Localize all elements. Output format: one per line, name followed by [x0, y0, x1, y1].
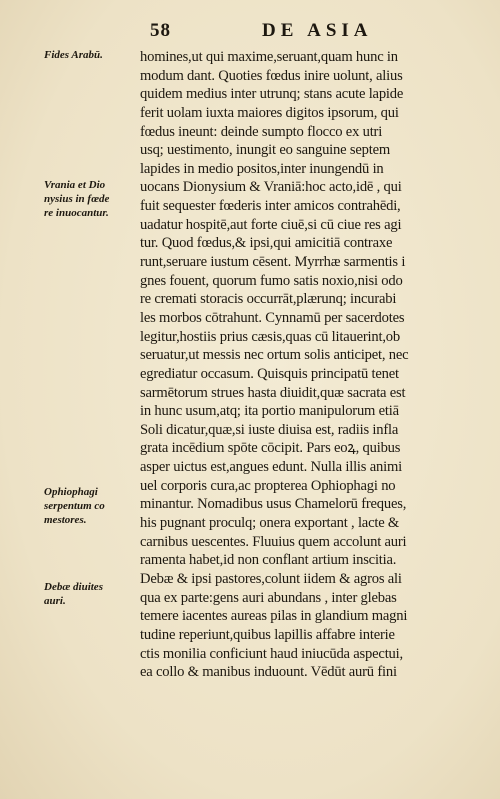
text-line: gnes fouent, quorum fumo satis noxio,nisi odo [140, 272, 403, 289]
marginal-note-debae: Debæ diuites auri. [44, 581, 103, 607]
text-line: sarmētorum strues hasta diuidit,quæ sacrata est [140, 384, 406, 401]
marginal-note-ophiophagi: Ophiophagi serpentum co mestores. [44, 486, 105, 526]
text-line: homines,ut qui maxime,seruant,quam hunc in [140, 49, 398, 65]
text-line: minantur. Nomadibus usus Chamelorū freques, [140, 496, 407, 513]
text-line: ea collo & manibus induount. Vēdūt aurū fini [140, 664, 397, 681]
text-line: Soli dicatur,quæ,si iuste diuisa est, radiis infla [140, 421, 399, 438]
page-number: 58 [150, 20, 171, 41]
text-line: les morbos cōtrahunt. Cynnamū per sacerdotes [140, 309, 405, 326]
running-title: DE ASIA [262, 20, 373, 41]
marginal-note-fides-arabum: Fides Arabū. [44, 49, 103, 61]
text-line: fœdus ineunt: deinde sumpto flocco ex utri [140, 123, 383, 140]
text-line: ferit uolam iuxta maiores digitos ipsorum, qui [140, 104, 399, 121]
text-line: uel corporis cura,ac propterea Ophiophagi no [140, 477, 396, 494]
marginal-note-vrania-dionysius: Vrania et Dio nysius in fœde re inuocantur. [44, 179, 110, 219]
text-line: temere iacentes aureas pilas in glandium magni [140, 608, 408, 625]
text-line: ctis monilia conficiunt haud iniucūda aspectui, [140, 645, 403, 662]
text-line: seruatur,ut messis nec ortum solis anticipet, nec [140, 347, 409, 364]
text-line: lapides in medio positos,inter inungendū in [140, 160, 384, 177]
margin-column [0, 0, 140, 799]
text-line: tur. Quod fœdus,& ipsi,qui amicitiā contraxe [140, 235, 393, 252]
text-line: his pugnant proculq; onera exportant , lacte & [140, 515, 400, 532]
text-line: legitur,hostiis prius cæsis,quas cū litauerint,ob [140, 328, 400, 345]
main-text-column [140, 48, 480, 682]
text-line: re cremati storacis occurrāt,plærunq; incurabi [140, 291, 397, 308]
text-line: modum dant. Quoties fœdus inire uolunt, alius [140, 67, 403, 84]
text-line: runt,seruare iustum cēsent. Myrrhæ sarmentis i [140, 254, 406, 271]
text-line: ramenta habet,id non conflant artium inscitia. [140, 552, 397, 569]
text-line: usq; uestimento, inungit eo sanguine septem [140, 142, 390, 159]
text-line: carnibus uescentes. Fluuius quem accolunt auri [140, 533, 407, 550]
text-line: uocans Dionysium & Vraniā:hoc acto,idē , qui [140, 179, 402, 196]
text-line: uadatur hospitē,aut forte ciuē,si cū ciue res agi [140, 216, 402, 233]
text-line: asper uictus est,angues edunt. Nulla illis animi [140, 459, 402, 476]
text-line: qua ex parte:gens auri abundans , inter glebas [140, 589, 397, 606]
text-line: in hunc usum,atq; ita portio manipulorum etiā [140, 403, 399, 420]
text-line: grata incēdium spōte cōcipit. Pars eoꝝ, quibus [140, 440, 401, 457]
text-line: quidem medius inter utrunq; stans acute lapide [140, 86, 404, 103]
text-line: Debæ & ipsi pastores,colunt iidem & agros ali [140, 570, 402, 587]
text-line: tudine reperiunt,quibus lapillis affabre interie [140, 626, 395, 643]
text-line: fuit sequester fœderis inter amicos contrahēdi, [140, 198, 401, 215]
text-line: egrediatur occasum. Quisquis principatū tenet [140, 365, 399, 382]
